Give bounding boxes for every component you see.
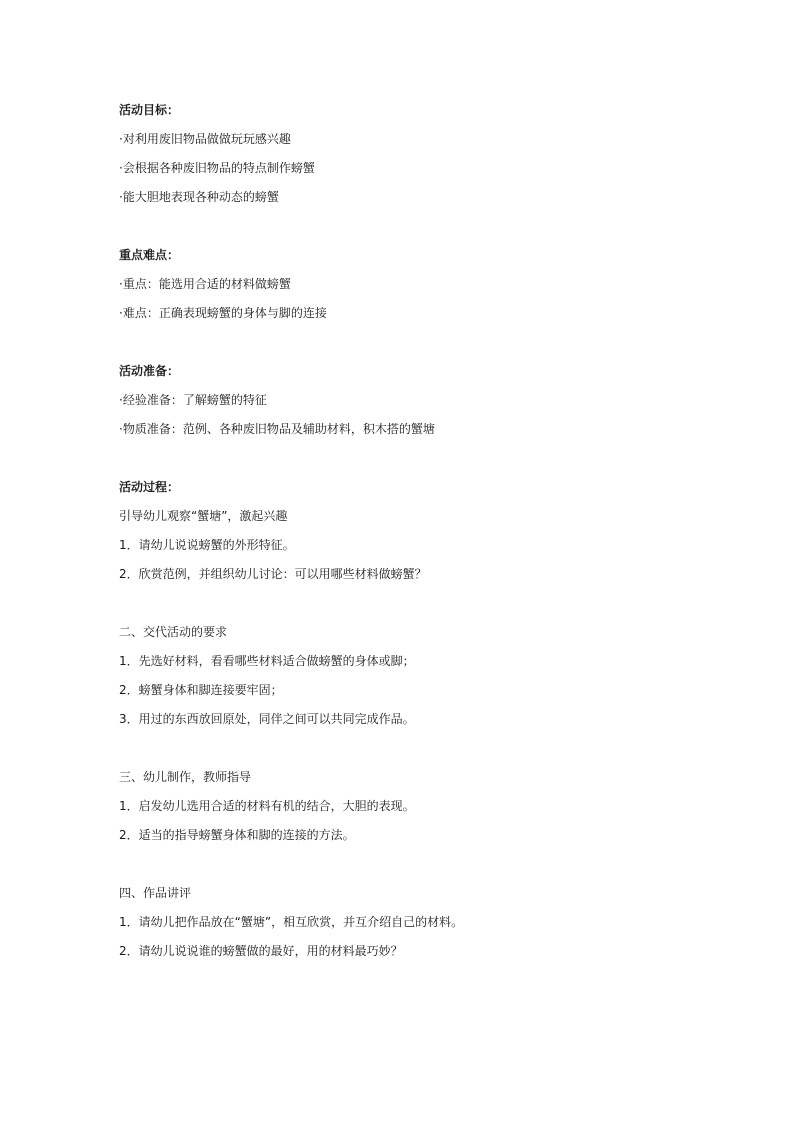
- section-gap: [119, 738, 719, 767]
- section4-title: 四、作品讲评: [119, 886, 192, 900]
- section2-title: 二、交代活动的要求: [119, 625, 228, 639]
- preparation-heading: 活动准备：: [119, 364, 180, 378]
- section3-item: 2．适当的指导螃蟹身体和脚的连接的方法。: [119, 828, 355, 842]
- section4-item: 1．请幼儿把作品放在“蟹塘”，相互欣赏，并互介绍自己的材料。: [119, 915, 464, 929]
- key-points-heading: 重点难点：: [119, 248, 180, 262]
- section2-item: 3．用过的东西放回原处，同伴之间可以共同完成作品。: [119, 712, 415, 726]
- preparation-item: ·物质准备：范例、各种废旧物品及辅助材料，积木搭的蟹塘: [119, 422, 435, 436]
- section-gap: [119, 448, 719, 477]
- section2-item: 1．先选好材料，看看哪些材料适合做螃蟹的身体或脚；: [119, 654, 415, 668]
- process-item: 2．欣赏范例，并组织幼儿讨论：可以用哪些材料做螃蟹？: [119, 567, 427, 581]
- preparation-item: ·经验准备：了解螃蟹的特征: [119, 393, 267, 407]
- section-gap: [119, 216, 719, 245]
- section2-item: 2．螃蟹身体和脚连接要牢固；: [119, 683, 283, 697]
- goal-item: ·会根据各种废旧物品的特点制作螃蟹: [119, 161, 315, 175]
- lesson-plan-document: [119, 100, 719, 970]
- goal-item: ·对利用废旧物品做做玩玩感兴趣: [119, 132, 291, 146]
- section-gap: [119, 593, 719, 622]
- process-item: 1．请幼儿说说螃蟹的外形特征。: [119, 538, 295, 552]
- section-gap: [119, 854, 719, 883]
- key-point-item: ·难点：正确表现螃蟹的身体与脚的连接: [119, 306, 327, 320]
- section4-item: 2．请幼儿说说谁的螃蟹做的最好，用的材料最巧妙？: [119, 944, 403, 958]
- key-point-item: ·重点：能选用合适的材料做螃蟹: [119, 277, 291, 291]
- process-heading: 活动过程：: [119, 480, 180, 494]
- section-gap: [119, 332, 719, 361]
- section3-title: 三、幼儿制作，教师指导: [119, 770, 252, 784]
- goal-item: ·能大胆地表现各种动态的螃蟹: [119, 190, 279, 204]
- goals-heading: 活动目标：: [119, 103, 180, 117]
- process-intro: 引导幼儿观察“蟹塘”，激起兴趣: [119, 509, 288, 523]
- section3-item: 1．启发幼儿选用合适的材料有机的结合，大胆的表现。: [119, 799, 415, 813]
